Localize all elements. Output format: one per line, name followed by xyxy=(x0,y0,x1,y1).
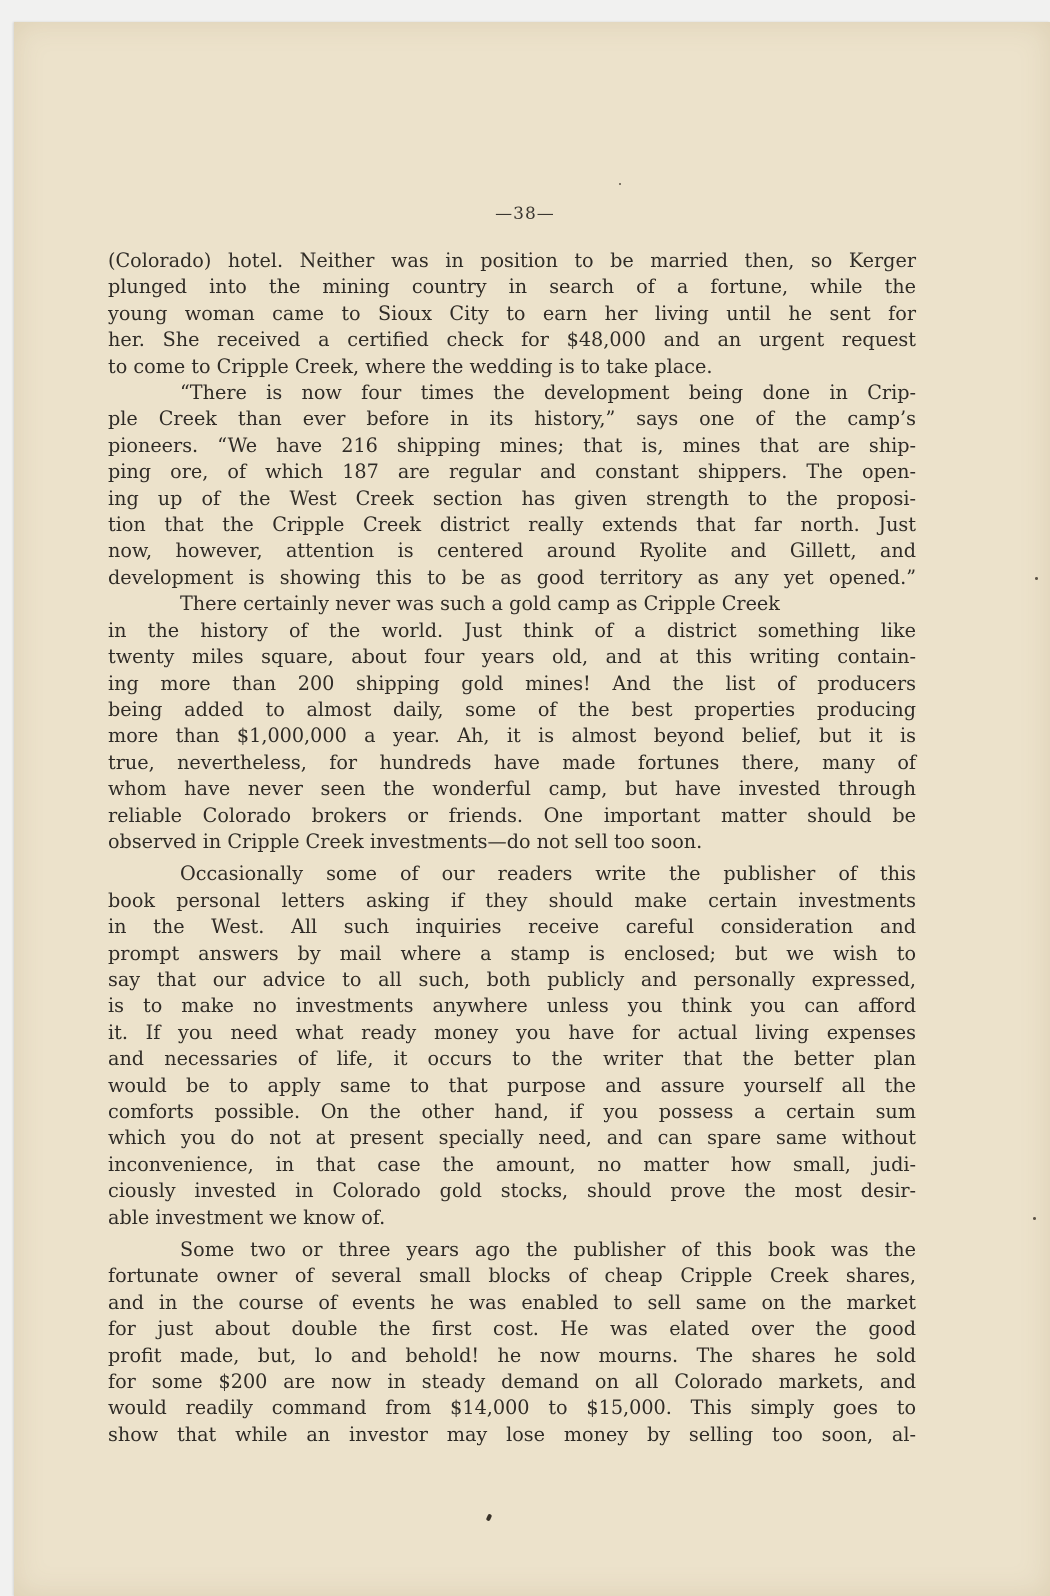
text-line: ing up of the West Creek section has given strength to the proposi- xyxy=(108,486,916,510)
text-line: show that while an investor may lose money by selling too soon, al- xyxy=(108,1422,916,1446)
text-line: plunged into the mining country in search of a fortune, while the xyxy=(108,275,916,299)
paragraph-3 xyxy=(108,591,916,855)
text-line: fortunate owner of several small blocks of cheap Cripple Creek shares, xyxy=(108,1264,916,1288)
paragraph-2 xyxy=(108,380,916,591)
text-line: in the West. All such inquiries receive careful consideration and xyxy=(108,915,916,939)
text-line: now, however, attention is centered around Ryolite and Gillett, and xyxy=(108,539,916,563)
text-line: able investment we know of. xyxy=(108,1205,386,1229)
paper-speck xyxy=(1035,577,1038,580)
text-line: true, nevertheless, for hundreds have made fortunes there, many of xyxy=(108,750,916,774)
text-line: whom have never seen the wonderful camp, but have invested through xyxy=(108,777,916,801)
paper-speck xyxy=(1033,1217,1036,1220)
text-line: more than $1,000,000 a year. Ah, it is almost beyond belief, but it is xyxy=(108,724,916,748)
text-line: and necessaries of life, it occurs to the writer that the better plan xyxy=(108,1047,916,1071)
text-line: “There is now four times the development being done in Crip- xyxy=(180,381,916,405)
text-line: say that our advice to all such, both publicly and personally expressed, xyxy=(108,967,916,991)
text-line: young woman came to Sioux City to earn her living until he sent for xyxy=(108,301,916,325)
text-line: Occasionally some of our readers write the publisher of this xyxy=(180,862,916,886)
paragraph-1 xyxy=(108,248,916,380)
paper-speck xyxy=(619,183,621,185)
text-line: and in the course of events he was enabled to sell same on the market xyxy=(108,1290,916,1314)
text-line: for some $200 are now in steady demand on all Colorado markets, and xyxy=(108,1370,916,1394)
text-line: in the history of the world. Just think of a district something like xyxy=(108,618,916,642)
text-line: Some two or three years ago the publisher of this book was the xyxy=(180,1238,916,1262)
text-line: ping ore, of which 187 are regular and constant shippers. The open- xyxy=(108,460,916,484)
page-number: —38— xyxy=(495,204,555,224)
text-line: profit made, but, lo and behold! he now mourns. The shares he sold xyxy=(108,1343,916,1367)
text-line: book personal letters asking if they should make certain investments xyxy=(108,888,916,912)
text-line: comforts possible. On the other hand, if you possess a certain sum xyxy=(108,1100,916,1123)
text-line: inconvenience, in that case the amount, no matter how small, judi- xyxy=(108,1152,916,1176)
text-line: tion that the Cripple Creek district really extends that far north. Just xyxy=(108,513,916,537)
text-line: prompt answers by mail where a stamp is enclosed; but we wish to xyxy=(108,941,916,965)
text-line: would readily command from $14,000 to $15,000. This simply goes to xyxy=(108,1396,916,1420)
text-line: for just about double the first cost. He was elated over the good xyxy=(108,1317,916,1341)
text-line: would be to apply same to that purpose and assure yourself all the xyxy=(108,1073,916,1097)
text-line: observed in Cripple Creek investments—do not sell too soon. xyxy=(108,829,703,853)
text-line: There certainly never was such a gold camp as Cripple Creek xyxy=(180,592,780,616)
text-line: (Colorado) hotel. Neither was in position to be married then, so Kerger xyxy=(108,249,916,272)
text-line: ple Creek than ever before in its history,” says one of the camp’s xyxy=(108,407,916,431)
text-line: reliable Colorado brokers or friends. One important matter should be xyxy=(108,803,916,827)
text-line: which you do not at present specially need, and can spare same without xyxy=(108,1126,916,1150)
text-line: development is showing this to be as good territory as any yet opened.” xyxy=(108,565,916,589)
text-line: pioneers. “We have 216 shipping mines; that is, mines that are ship- xyxy=(108,433,916,457)
text-line: to come to Cripple Creek, where the wedding is to take place. xyxy=(108,354,713,378)
paragraph-4 xyxy=(108,861,916,1231)
text-line: is to make no investments anywhere unless you think you can afford xyxy=(108,994,916,1018)
text-line: being added to almost daily, some of the best properties producing xyxy=(108,697,916,721)
text-line: her. She received a certified check for $48,000 and an urgent request xyxy=(108,328,916,352)
text-line: ciously invested in Colorado gold stocks, should prove the most desir- xyxy=(108,1179,916,1203)
paragraph-5 xyxy=(108,1237,916,1448)
text-line: twenty miles square, about four years old, and at this writing contain- xyxy=(108,645,916,669)
text-line: it. If you need what ready money you have for actual living expenses xyxy=(108,1020,916,1044)
body-text xyxy=(108,248,916,1448)
text-line: ing more than 200 shipping gold mines! And the list of producers xyxy=(108,671,916,695)
